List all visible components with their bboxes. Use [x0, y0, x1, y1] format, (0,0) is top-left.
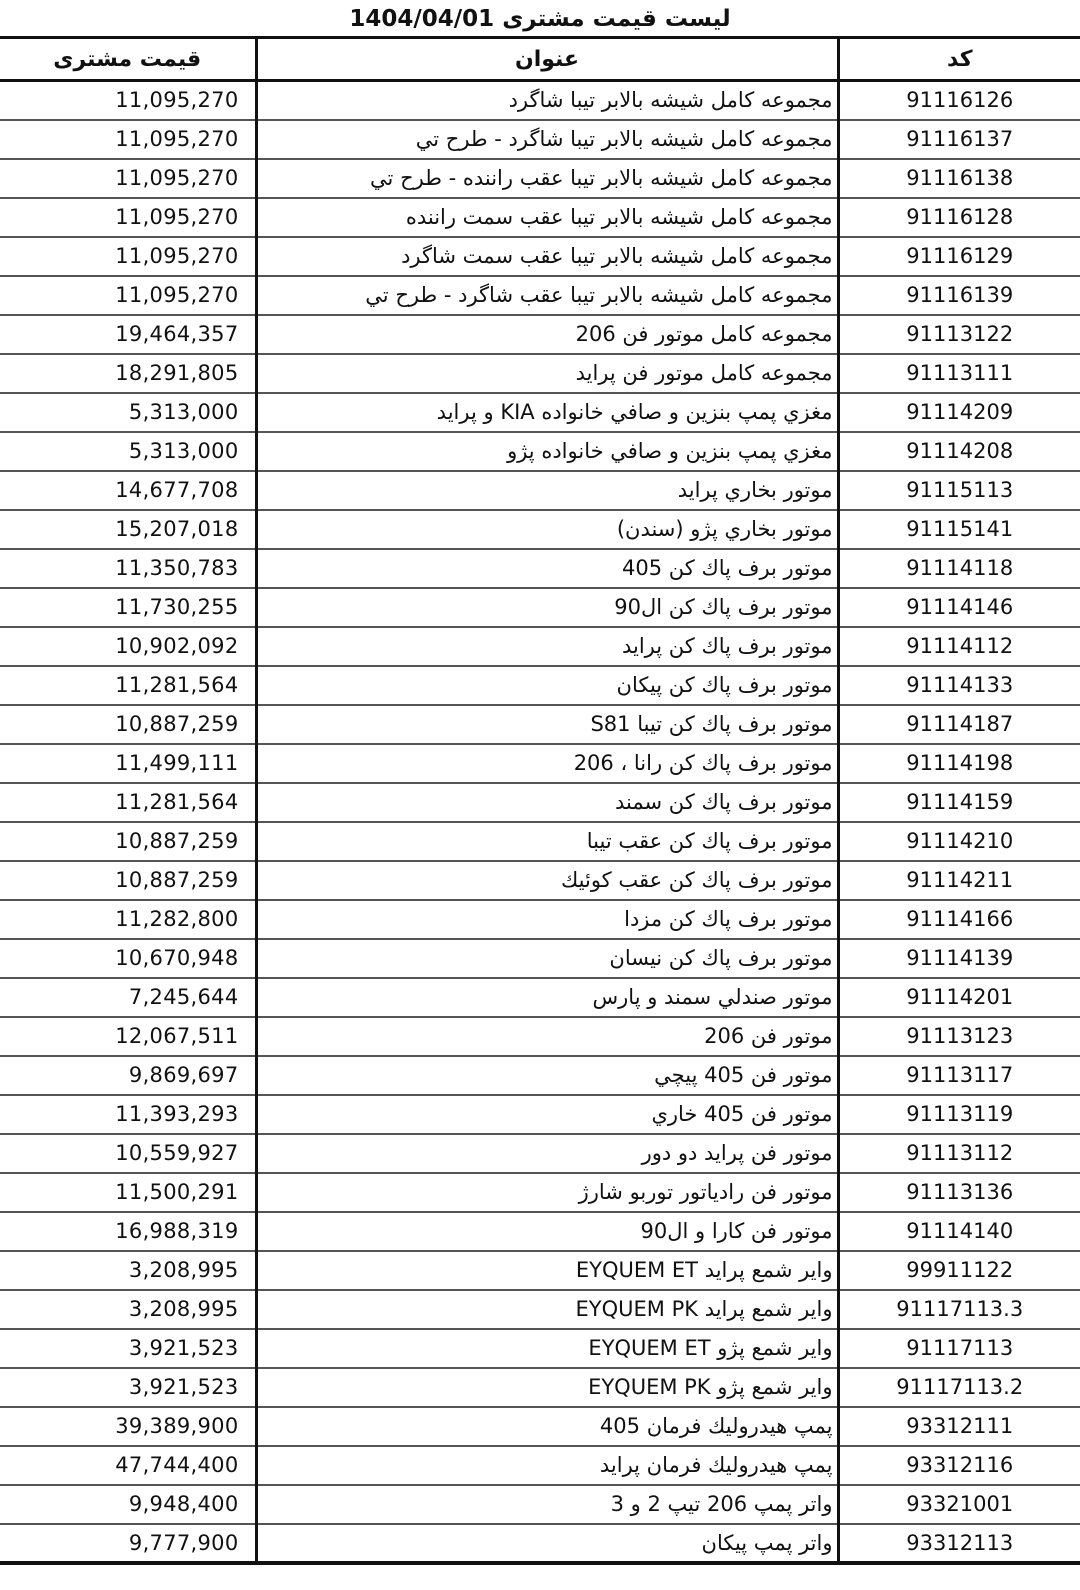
table-row: [0, 432, 1080, 471]
price-cell: 15,207,018: [0, 510, 256, 549]
title-cell: موتور صندلي سمند و پارس: [256, 978, 838, 1017]
table-row: [0, 744, 1080, 783]
code-cell: 91113122: [838, 315, 1080, 354]
table-row: [0, 510, 1080, 549]
title-cell: موتور برف پاك كن تيبا S81: [256, 705, 838, 744]
code-cell: 91116138: [838, 159, 1080, 198]
title-cell: موتور برف پاك كن پيكان: [256, 666, 838, 705]
code-cell: 91114166: [838, 900, 1080, 939]
table-row: [0, 237, 1080, 276]
code-cell: 91117113.2: [838, 1368, 1080, 1407]
code-cell: 93312116: [838, 1446, 1080, 1485]
code-cell: 91114159: [838, 783, 1080, 822]
title-cell: موتور برف پاك كن رانا ، 206: [256, 744, 838, 783]
header-title: عنوان: [256, 38, 838, 81]
title-cell: موتور بخاري پرايد: [256, 471, 838, 510]
table-row: [0, 1017, 1080, 1056]
price-cell: 3,921,523: [0, 1368, 256, 1407]
header-code: کد: [838, 38, 1080, 81]
price-cell: 11,730,255: [0, 588, 256, 627]
title-cell: مجموعه كامل شيشه بالابر تيبا عقب شاگرد - طرح تي: [256, 276, 838, 315]
table-row: [0, 939, 1080, 978]
code-cell: 91114140: [838, 1212, 1080, 1251]
code-cell: 99911122: [838, 1251, 1080, 1290]
price-cell: 10,670,948: [0, 939, 256, 978]
price-cell: 39,389,900: [0, 1407, 256, 1446]
price-cell: 10,887,259: [0, 861, 256, 900]
table-row: [0, 198, 1080, 237]
price-cell: 11,281,564: [0, 783, 256, 822]
code-cell: 91114201: [838, 978, 1080, 1017]
code-cell: 91114139: [838, 939, 1080, 978]
code-cell: 93312113: [838, 1524, 1080, 1563]
table-body: [0, 81, 1080, 1563]
title-cell: مغزي پمپ بنزين و صافي خانواده KIA و پرايد: [256, 393, 838, 432]
code-cell: 91116129: [838, 237, 1080, 276]
table-row: [0, 1407, 1080, 1446]
table-row: [0, 783, 1080, 822]
title-cell: مجموعه كامل شيشه بالابر تيبا عقب سمت راننده: [256, 198, 838, 237]
price-cell: 11,500,291: [0, 1173, 256, 1212]
table-row: [0, 1329, 1080, 1368]
price-cell: 10,887,259: [0, 822, 256, 861]
header-price: قیمت مشتری: [0, 38, 256, 81]
table-row: [0, 1368, 1080, 1407]
title-cell: واير شمع پژو EYQUEM ET: [256, 1329, 838, 1368]
price-cell: 12,067,511: [0, 1017, 256, 1056]
code-cell: 91114118: [838, 549, 1080, 588]
title-cell: موتور برف پاك كن پرايد: [256, 627, 838, 666]
code-cell: 91117113: [838, 1329, 1080, 1368]
title-cell: مغزي پمپ بنزين و صافي خانواده پژو: [256, 432, 838, 471]
price-cell: 10,559,927: [0, 1134, 256, 1173]
title-cell: پمپ هيدروليك فرمان پرايد: [256, 1446, 838, 1485]
title-cell: موتور برف پاك كن سمند: [256, 783, 838, 822]
price-cell: 11,095,270: [0, 198, 256, 237]
price-cell: 10,887,259: [0, 705, 256, 744]
price-cell: 10,902,092: [0, 627, 256, 666]
title-cell: واير شمع پرايد EYQUEM PK: [256, 1290, 838, 1329]
table-row: [0, 1446, 1080, 1485]
table-row: [0, 120, 1080, 159]
table-row: [0, 276, 1080, 315]
code-cell: 91115141: [838, 510, 1080, 549]
price-cell: 3,208,995: [0, 1290, 256, 1329]
table-row: [0, 1095, 1080, 1134]
title-cell: مجموعه كامل شيشه بالابر تيبا شاگرد - طرح تي: [256, 120, 838, 159]
title-cell: واتر پمپ پيكان: [256, 1524, 838, 1563]
price-cell: 11,095,270: [0, 120, 256, 159]
price-cell: 11,095,270: [0, 276, 256, 315]
code-cell: 91114146: [838, 588, 1080, 627]
page-title: لیست قیمت مشتری 1404/04/01: [349, 6, 731, 32]
price-cell: 11,095,270: [0, 159, 256, 198]
table-row: [0, 1524, 1080, 1563]
price-cell: 16,988,319: [0, 1212, 256, 1251]
title-cell: موتور بخاري پژو (سندن): [256, 510, 838, 549]
title-cell: مجموعه كامل شيشه بالابر تيبا عقب سمت شاگرد: [256, 237, 838, 276]
code-cell: 91114198: [838, 744, 1080, 783]
table-row: [0, 822, 1080, 861]
title-cell: مجموعه كامل شيشه بالابر تيبا شاگرد: [256, 81, 838, 120]
price-cell: 47,744,400: [0, 1446, 256, 1485]
title-cell: موتور برف پاك كن ال90: [256, 588, 838, 627]
code-cell: 91116137: [838, 120, 1080, 159]
code-cell: 91114187: [838, 705, 1080, 744]
table-row: [0, 627, 1080, 666]
price-cell: 11,095,270: [0, 237, 256, 276]
table-row: [0, 900, 1080, 939]
code-cell: 91113111: [838, 354, 1080, 393]
code-cell: 93312111: [838, 1407, 1080, 1446]
code-cell: 91115113: [838, 471, 1080, 510]
price-cell: 5,313,000: [0, 393, 256, 432]
code-cell: 93321001: [838, 1485, 1080, 1524]
table-row: [0, 354, 1080, 393]
table-row: [0, 393, 1080, 432]
table-row: [0, 1173, 1080, 1212]
code-cell: 91116126: [838, 81, 1080, 120]
code-cell: 91116139: [838, 276, 1080, 315]
code-cell: 91113123: [838, 1017, 1080, 1056]
price-cell: 9,948,400: [0, 1485, 256, 1524]
price-cell: 7,245,644: [0, 978, 256, 1017]
table-row: [0, 978, 1080, 1017]
table-row: [0, 1056, 1080, 1095]
title-cell: واير شمع پرايد EYQUEM ET: [256, 1251, 838, 1290]
title-cell: واتر پمپ 206 تيپ 2 و 3: [256, 1485, 838, 1524]
title-cell: مجموعه كامل موتور فن پرايد: [256, 354, 838, 393]
title-cell: موتور فن 405 خاري: [256, 1095, 838, 1134]
price-cell: 5,313,000: [0, 432, 256, 471]
price-cell: 3,921,523: [0, 1329, 256, 1368]
price-cell: 11,350,783: [0, 549, 256, 588]
code-cell: 91117113.3: [838, 1290, 1080, 1329]
title-cell: موتور برف پاك كن 405: [256, 549, 838, 588]
table-header-row: [0, 38, 1080, 81]
code-cell: 91113136: [838, 1173, 1080, 1212]
price-cell: 18,291,805: [0, 354, 256, 393]
code-cell: 91114112: [838, 627, 1080, 666]
code-cell: 91114211: [838, 861, 1080, 900]
table-row: [0, 666, 1080, 705]
title-cell: موتور برف پاك كن عقب كوئيك: [256, 861, 838, 900]
code-cell: 91113117: [838, 1056, 1080, 1095]
table-row: [0, 1290, 1080, 1329]
title-cell: واير شمع پژو EYQUEM PK: [256, 1368, 838, 1407]
code-cell: 91114210: [838, 822, 1080, 861]
title-cell: مجموعه كامل موتور فن 206: [256, 315, 838, 354]
price-cell: 14,677,708: [0, 471, 256, 510]
table-row: [0, 315, 1080, 354]
title-cell: موتور برف پاك كن عقب تيبا: [256, 822, 838, 861]
price-cell: 11,282,800: [0, 900, 256, 939]
price-cell: 9,777,900: [0, 1524, 256, 1563]
price-cell: 11,281,564: [0, 666, 256, 705]
title-cell: موتور فن رادياتور توربو شارژ: [256, 1173, 838, 1212]
price-cell: 11,393,293: [0, 1095, 256, 1134]
code-cell: 91114133: [838, 666, 1080, 705]
title-cell: موتور فن 206: [256, 1017, 838, 1056]
title-cell: موتور برف پاك كن مزدا: [256, 900, 838, 939]
table-row: [0, 1485, 1080, 1524]
table-row: [0, 1212, 1080, 1251]
code-cell: 91114209: [838, 393, 1080, 432]
price-cell: 11,095,270: [0, 81, 256, 120]
price-cell: 19,464,357: [0, 315, 256, 354]
title-cell: موتور فن پرايد دو دور: [256, 1134, 838, 1173]
price-cell: 11,499,111: [0, 744, 256, 783]
title-cell: پمپ هيدروليك فرمان 405: [256, 1407, 838, 1446]
table-row: [0, 159, 1080, 198]
title-cell: مجموعه كامل شيشه بالابر تيبا عقب راننده - طرح تي: [256, 159, 838, 198]
table-row: [0, 588, 1080, 627]
code-cell: 91113112: [838, 1134, 1080, 1173]
price-cell: 9,869,697: [0, 1056, 256, 1095]
table-row: [0, 549, 1080, 588]
table-row: [0, 705, 1080, 744]
code-cell: 91116128: [838, 198, 1080, 237]
title-cell: موتور فن كارا و ال90: [256, 1212, 838, 1251]
table-row: [0, 861, 1080, 900]
price-cell: 3,208,995: [0, 1251, 256, 1290]
code-cell: 91113119: [838, 1095, 1080, 1134]
table-row: [0, 1251, 1080, 1290]
price-table: [0, 36, 1080, 1565]
table-row: [0, 1134, 1080, 1173]
code-cell: 91114208: [838, 432, 1080, 471]
title-cell: موتور برف پاك كن نيسان: [256, 939, 838, 978]
table-row: [0, 81, 1080, 120]
title-cell: موتور فن 405 پيچي: [256, 1056, 838, 1095]
table-row: [0, 471, 1080, 510]
